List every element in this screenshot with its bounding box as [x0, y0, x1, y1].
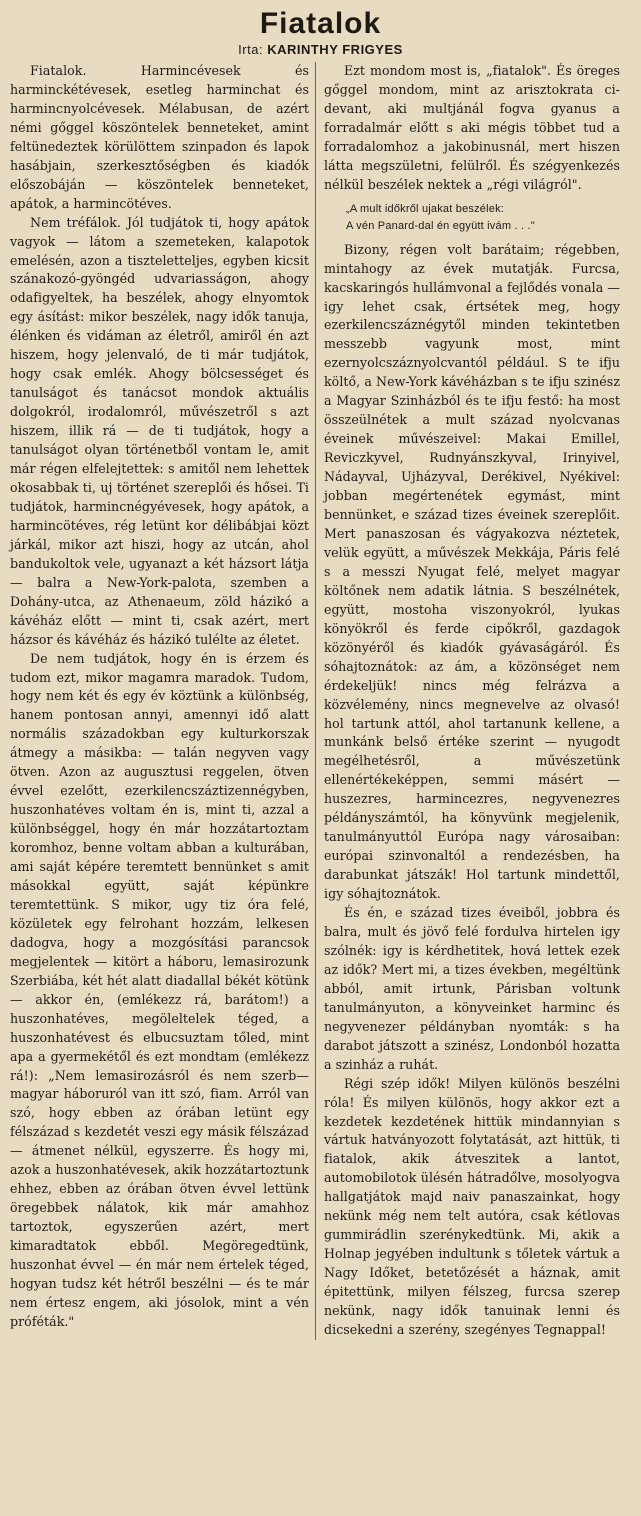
- paragraph: Fiatalok. Harmincévesek és harminckétévesek, esetleg harminchat és harmincnyolcévesek. Mélabusan, de azért némi gőggel köszöntelek benneteket, amint feltünedeztek körülöttem szinpadon és lapok hasábjain, szerkesztőségben és kiadók előszobáján — köszöntelek benneteket, apátok, a harmincötéves.: [10, 63, 309, 211]
- paragraph: Bizony, régen volt barátaim; régebben, mintahogy az évek mutatják. Furcsa, kacskaringós hullámvonal a fejlődés vonala — igy lehet csak, értsétek meg, hogy ezerkilencszáznégytől minden tekintetben messzebb vagyunk most, mint ezernyolcszáznyolcvantól például. S te ifju költő, a New-York kávéházban s te ifju szinész a Magyar Szinházból és te ifju festő: ha most összeülnétek a mult század nyolcvanas éveinek művészeivel: Makai Emillel, Reviczkyvel, Rudnyánszkyval, Irinyivel, Nádayval, Ujházyval, Derékivel, Nyékivel: jobban megértenétek egymást, mint bennünket, e század tizes éveinek szereplőit. Mert panaszosan és vágyakozva néztetek, velük együtt, a művészek Mekkája, Páris felé s a messzi Nyugat felé, melyet magyar költőnek nem adatik látnia. S beszélnétek, együtt, mostoha viszonyokról, lyukas könyökről és ferde cipőkről, gazdagok közönyéről és kiadók gyávaságáról. És sóhajtoznátok: az ám, a közönséget nem érdekeljük! nincs még felrázva a közvélemény, nincs megnevelve az olvasó! hol tartunk attól, ahol tartanunk kellene, a munkánk belső értéke szerint — nyugodt megélhetésről, a művészetünk ellenértékeképpen, semmi másért — huszezres, harmincezres, negyvenezres példányszámtól, ha könyvünk megjelenik, tanulmányuttól Európa nagy városaiban: európai szinvonaltól a rendezésben, ha darabunkat játszák! Hol tartunk mindettől, igy sóhajtoznátok.: [324, 241, 620, 902]
- byline: [10, 42, 631, 58]
- article-title: Fiatalok: [259, 7, 382, 40]
- right-column: [315, 62, 620, 1340]
- left-column: [10, 62, 315, 1332]
- paragraph: De nem tudjátok, hogy én is érzem és tudom ezt, mikor magamra maradok. Tudom, hogy nem két és egy év köztünk a különbség, hanem pontosan annyi, amennyi idő alatt normális századokban egy kulturkorszak átmegy a másikba: — talán negyven vagy ötven. Azon az augusztusi reggelen, ötven évvel ezelőtt, ezerkilencszáztizennégyben, huszonhatéves voltam én is, mint ti, azzal a különbséggel, hogy én már hozzátartoztam koromhoz, benne voltam abban a kulturában, ami saját képére teremtett bennünket s amit másokkal együtt, saját képünkre teremtettünk. S mikor, ugy tiz óra felé, közületek egy felrohant hozzám, lelkesen dadogva, hogy a mozgósítási parancsok megjelentek — kitört a háboru, lemasirozunk Szerbiába, két hét alatt diadallal békét kötünk — akkor én, (emlékezz rá, barátom!) a huszonhatéves, megöleltelek téged, a huszonhatévest és elbucsuztam tőled, mint apa a gyermekétől és ezt mondtam (emlékezz rá!): „Nem lemasirozásról és nem szerb—magyar háboruról van itt szó, fiam. Arról van szó, hogy ebben az órában letünt egy félszázad s kezdetét veszi egy másik félszázad — átmenet nélkül, egyszerre. És hogy mi, azok a huszonhatévesek, akik hozzátartoztunk ehhez, ebben az órában ötven évvel lettünk öregebbek nálatok, kik már amahhoz tartoztok, egyszerűen azért, mert kimaradtatok ebből. Megöregedtünk, huszonhat évvel — én már nem értelek téged, hogyan tudsz két hétről beszélni — és te már nem értesz engem, aki jósolok, mint a vén próféták.": [10, 650, 309, 1329]
- quote-line: „A mult időkről ujakat beszélek:: [346, 202, 505, 215]
- article-columns: [10, 62, 631, 1340]
- verse-quote: [346, 201, 620, 235]
- paragraph: Régi szép idők! Milyen különös beszélni róla! És milyen különös, hogy akkor ezt a kezdetek kezdetének hittük mindannyian s vártuk hatványozott folytatását, azt hittük, ti fiatalok, akik átveszitek a lantot, automobilotok ülésén hátradőlve, mosolyogva hallgatjátok majd naiv panaszainkat, hogy nekünk még nem telt autóra, csak kétlovas gummirádlin szerénykedtünk. Mi, akik a Holnap jegyében indultunk s tőletek vártuk a Nagy Időket, betetőzését a háznak, amit épitettünk, milyen félszeg, furcsa szerep nekünk, nagy idők tanuinak lenni és dicsekedni a szerény, szegényes Tegnappal!: [324, 1075, 620, 1337]
- quote-line: A vén Panard-dal én együtt ivám . . .": [346, 219, 535, 232]
- paragraph: És én, e század tizes éveiből, jobbra és balra, mult és jövő felé fordulva hirtelen igy szólnék: igy is kérdhetitek, hová lettek ezek az idők? Mert mi, a tizes években, megéltünk abból, amit irtunk, Párisban voltunk tanulmányuton, a könyveinket harminc és negyvenezer példányban nyomták: s ha darabot játszott a szinész, Londonból hozatta a szinház a ruhát.: [324, 905, 620, 1072]
- author-name: KARINTHY FRIGYES: [267, 42, 403, 57]
- byline-prefix: Irta:: [238, 42, 264, 57]
- paragraph: Nem tréfálok. Jól tudjátok ti, hogy apátok vagyok — látom a szemeteken, kalapotok emelésén, azon a tiszteletteljes, egyben kicsit szánakozó-gyöngéd udvariasságon, ahogy odafigyeltek, ha beszélek, ahogy elnyomtok egy ásítást: mikor beszélek, nagy idők tanuja, élénken és vidáman az életről, amiről én azt hiszem, hogy jelenvaló, de ti már tudjátok, hogy csak emlék. Ahogy bölcsességet és tanulságot és tanácsot mondok aktuális dolgokról, irodalomról, művészetről s azt hiszem, illik rá — de ti tudjátok, hogy a tanulságot olyan történetből vontam le, amit már régen elfelejtettek: s amitől nem lehettek okosabbak ti, uj történet szereplői és hősei. Ti tudjátok, harmincnégyévesek, hogy apátok, a harmincötéves, rég letünt kor délibábjai közt járkál, mikor azt hiszi, hogy az utcán, ahol bandukoltok vele, ugyanazt a két házsort látja — balra a New-York-palota, szemben a Dohány-utca, az Athenaeum, zöld házikó a kávéház előtt — mint ti, csak azért, mert házsor és kávéház és házikó tulélte az életet.: [10, 214, 309, 647]
- paragraph: Ezt mondom most is, „fiatalok". És öreges gőggel mondom, mint az arisztokrata ci-devant, aki multjánál fogva gyanus a forradalmár előtt s aki mégis többet tud a forradalomhoz a jakobinusnál, mert hiszen látta megszületni, felülről. És szégyenkezés nélkül beszélek nektek a „régi világról".: [324, 63, 620, 192]
